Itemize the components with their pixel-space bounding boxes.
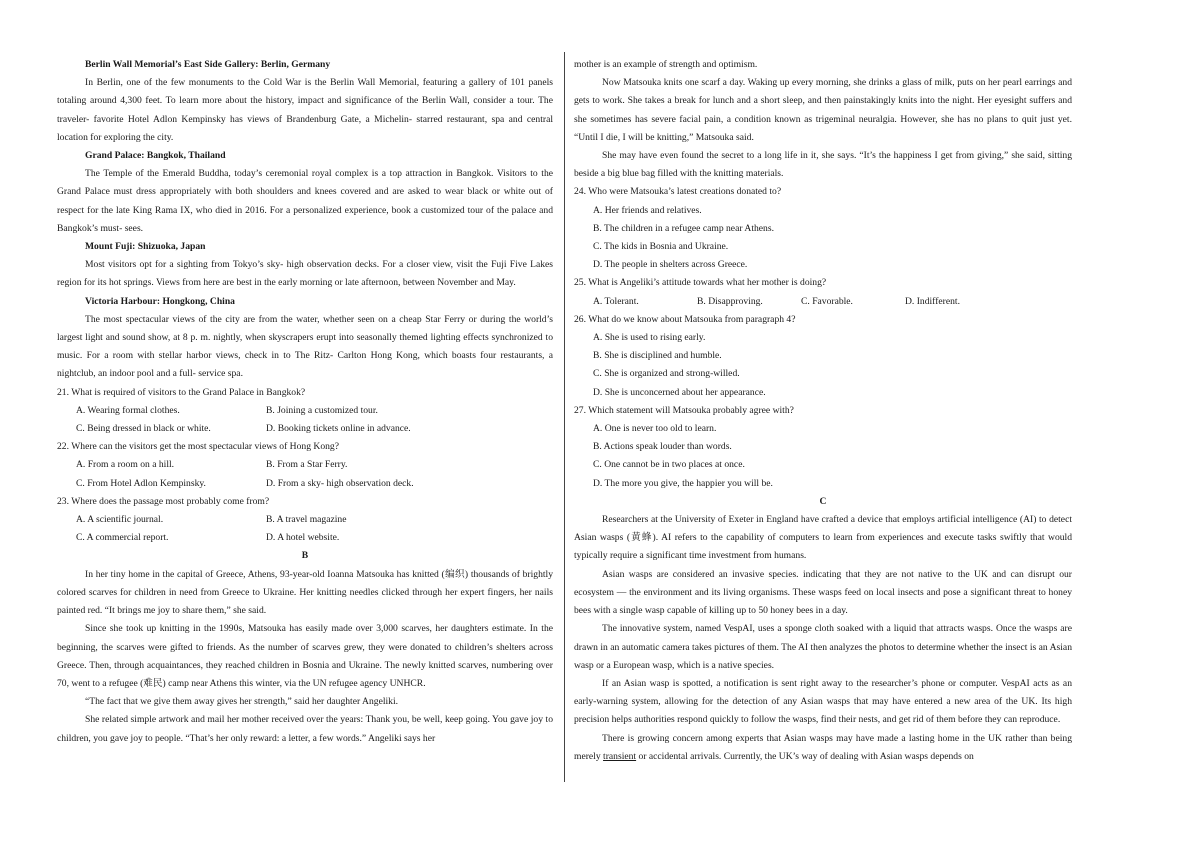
question-23: 23. Where does the passage most probably come from?	[57, 495, 270, 507]
paragraph-b5: Now Matsouka knits one scarf a day. Waking up every morning, she drinks a glass of milk, puts on her pearl earrings and gets to work. She takes a break for lunch and a short sleep, and then painstakingly knits into the night. Her eyesight suffers and she sometimes has severe facial pain, a condition known as trigeminal neuralgia. However, she has no plans to quit just yet. “Until I die, I will be knitting,” Matsouka said.	[574, 77, 1072, 143]
section-heading-victoria: Victoria Harbour: Hongkong, China	[85, 295, 235, 307]
question-25-options	[574, 293, 1072, 311]
paragraph-fuji: Most visitors opt for a sighting from Tokyo’s sky- high observation decks. For a closer view, visit the Fuji Five Lakes region for its hot springs. Views from here are best in the early morning or late afternoon, between November and May.	[57, 259, 553, 289]
section-c-heading: C	[819, 495, 827, 507]
option-23-c: C. A commercial report.	[76, 532, 169, 544]
option-24-b: B. The children in a refugee camp near Athens.	[593, 222, 774, 234]
option-27-c: C. One cannot be in two places at once.	[593, 459, 745, 471]
paragraph-b3: “The fact that we give them away gives her strength,” said her daughter Angeliki.	[85, 696, 399, 708]
question-21-options-row1	[57, 402, 553, 420]
section-heading-berlin: Berlin Wall Memorial’s East Side Gallery: Berlin, Germany	[85, 59, 331, 70]
paragraph-c5-start: There is growing concern among experts that Asian wasps may have made a lasting home in the UK rather than being merely	[574, 732, 1072, 762]
option-26-b: B. She is disciplined and humble.	[593, 350, 722, 362]
section-heading-bangkok: Grand Palace: Bangkok, Thailand	[85, 150, 226, 162]
section-b-heading: B	[301, 550, 309, 562]
option-26-d: D. She is unconcerned about her appearance.	[593, 386, 766, 398]
option-25-d: D. Indifferent.	[905, 295, 960, 307]
option-22-c: C. From Hotel Adlon Kempinsky.	[76, 477, 206, 489]
option-21-c: C. Being dressed in black or white.	[76, 423, 211, 435]
paragraph-c5	[574, 730, 1072, 766]
paragraph-c2: Asian wasps are considered an invasive species. indicating that they are not native to the UK and can disrupt our ecosystem — the environment and its living organisms. These wasps feed on local insects and pose a significant threat to honey bees with a single wasp capable of killing up to 50 honey bees in a day.	[574, 568, 1072, 617]
question-22-options-row1	[57, 456, 553, 474]
paragraph-b4: She related simple artwork and mail her mother received over the years: Thank you, be well, keep going. You gave joy to children, you gave joy to people. “That’s her only reward: a letter, a few words.” Angeliki says her	[57, 714, 553, 744]
option-25-b: B. Disapproving.	[697, 295, 763, 307]
question-23-options-row1	[57, 511, 553, 529]
option-26-a: A. She is used to rising early.	[593, 332, 706, 344]
left-column	[57, 56, 553, 748]
paragraph-b6: She may have even found the secret to a long life in it, she says. “It’s the happiness I get from giving,” she said, sitting beside a big blue bag filled with the knitting materials.	[574, 150, 1072, 180]
section-heading-fuji: Mount Fuji: Shizuoka, Japan	[85, 241, 206, 253]
question-21-options-row2	[57, 420, 553, 438]
question-22: 22. Where can the visitors get the most spectacular views of Hong Kong?	[57, 441, 339, 453]
paragraph-bangkok: The Temple of the Emerald Buddha, today’s ceremonial royal complex is a top attraction in Bangkok. Visitors to the Grand Palace must dress appropriately with both shoulders and knees covered and are asked to wear black or white out of respect for the late King Rama IX, who died in 2016. For a personalized experience, book a customized tour of the palace and Bangkok’s must- sees.	[57, 168, 553, 234]
question-23-options-row2	[57, 529, 553, 547]
question-21: 21. What is required of visitors to the Grand Palace in Bangkok?	[57, 386, 306, 398]
question-27: 27. Which statement will Matsouka probably agree with?	[574, 404, 794, 416]
option-23-b: B. A travel magazine	[266, 514, 347, 526]
option-25-a: A. Tolerant.	[593, 295, 639, 307]
paragraph-victoria: The most spectacular views of the city are from the water, whether seen on a cheap Star Ferry or during the world’s largest light and sound show, at 8 p. m. nightly, when skyscrapers erupt into seasonally themed lighting effects synchronized to music. For a room with stellar harbor views, check in to The Ritz- Carlton Hong Kong, which boasts four restaurants, a nightclub, an indoor pool and a full- service spa.	[57, 313, 553, 380]
option-27-d: D. The more you give, the happier you will be.	[593, 477, 773, 489]
paragraph-c5-end: or accidental arrivals. Currently, the UK’s way of dealing with Asian wasps depends on	[636, 750, 974, 762]
option-27-a: A. One is never too old to learn.	[593, 423, 717, 435]
paragraph-c4: If an Asian wasp is spotted, a notification is sent right away to the researcher’s phone or computer. VespAI acts as an early-warning system, allowing for the detection of any Asian wasps that may have entered a new area of the UK. Its high precision helps authorities respond quickly to follow the wasps, find their nests, and get rid of them before they can reproduce.	[574, 677, 1072, 726]
paragraph-b4-continued: mother is an example of strength and optimism.	[574, 59, 758, 70]
option-24-c: C. The kids in Bosnia and Ukraine.	[593, 241, 729, 253]
option-22-d: D. From a sky- high observation deck.	[266, 477, 414, 489]
option-24-a: A. Her friends and relatives.	[593, 204, 702, 216]
option-22-a: A. From a room on a hill.	[76, 459, 175, 471]
question-24: 24. Who were Matsouka’s latest creations donated to?	[574, 186, 782, 198]
option-23-a: A. A scientific journal.	[76, 514, 164, 526]
paragraph-b1: In her tiny home in the capital of Greece, Athens, 93-year-old Ioanna Matsouka has knitted (编织) thousands of brightly colored scarves for children in need from Greece to Ukraine. Her knitting needles clicked through her expert fingers, her nails painted red. “It brings me joy to share them,” she said.	[57, 568, 553, 617]
paragraph-berlin: In Berlin, one of the few monuments to the Cold War is the Berlin Wall Memorial, featuring a gallery of 101 panels totaling around 4,300 feet. To learn more about the history, impact and significance of the Berlin Wall, consider a tour. The traveler- favorite Hotel Adlon Kempinsky has views of Brandenburg Gate, a Michelin- starred restaurant, spa and central location for exploring the city.	[57, 77, 553, 143]
option-26-c: C. She is organized and strong-willed.	[593, 368, 740, 380]
option-25-c: C. Favorable.	[801, 295, 853, 307]
option-24-d: D. The people in shelters across Greece.	[593, 259, 748, 271]
question-26: 26. What do we know about Matsouka from paragraph 4?	[574, 313, 796, 325]
option-21-d: D. Booking tickets online in advance.	[266, 423, 411, 435]
question-25: 25. What is Angeliki’s attitude towards what her mother is doing?	[574, 277, 827, 289]
underlined-word-transient: transient	[603, 750, 637, 762]
option-21-a: A. Wearing formal clothes.	[76, 404, 180, 416]
option-21-b: B. Joining a customized tour.	[266, 404, 378, 416]
right-column	[574, 56, 1072, 766]
paragraph-c3: The innovative system, named VespAI, uses a sponge cloth soaked with a liquid that attracts wasps. Once the wasps are drawn in an automatic camera takes pictures of them. The AI then analyzes the photos to determine whether the insect is an Asian wasp or a European wasp, which is a native species.	[574, 623, 1072, 671]
paragraph-b2: Since she took up knitting in the 1990s, Matsouka has easily made over 3,000 scarves, her daughters estimate. In the beginning, the scarves were gifted to friends. As the number of scarves grew, they were donated to children’s shelters across Greece. Then, through acquaintances, they reached children in Bosnia and Ukraine. The newly knitted scarves, numbering over 70, went to a refugee (难民) camp near Athens this winter, via the UN refugee agency UNHCR.	[57, 623, 553, 689]
question-22-options-row2	[57, 475, 553, 493]
paragraph-c1: Researchers at the University of Exeter in England have crafted a device that employs artificial intelligence (AI) to detect Asian wasps (黄蜂). AI refers to the capability of computers to learn from experiences and execute tasks swiftly that would typically require a significant time investment from humans.	[574, 514, 1072, 562]
option-27-b: B. Actions speak louder than words.	[593, 441, 732, 453]
option-22-b: B. From a Star Ferry.	[266, 459, 348, 471]
column-divider	[564, 52, 565, 782]
option-23-d: D. A hotel website.	[266, 532, 340, 544]
